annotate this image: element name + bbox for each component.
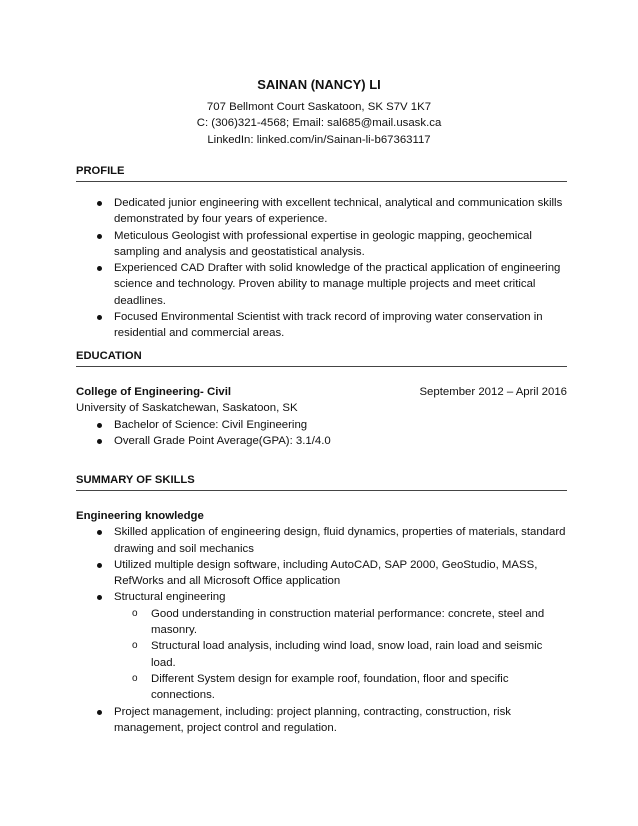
structural-sublist — [114, 606, 567, 704]
sub-skill-item: o Structural load analysis, including wind load, snow load, rain load and seismic load. — [76, 638, 567, 671]
education-row — [76, 384, 567, 400]
skill-item: Project management, including: project planning, contracting, construction, risk management, project control and regulation. — [76, 704, 567, 737]
gpa-item: Overall Grade Point Average(GPA): 3.1/4.0 — [76, 433, 567, 449]
address: 707 Bellmont Court Saskatoon, SK S7V 1K7 — [206, 101, 432, 113]
sub-skill-item: o Different System design for example roof, foundation, floor and specific connections. — [76, 671, 567, 704]
skill-item-label: Structural engineering — [114, 591, 226, 604]
skills-section — [76, 473, 567, 736]
education-heading: EDUCATION — [76, 349, 567, 367]
skill-item-structural — [76, 589, 567, 703]
sub-skill-item: o Good understanding in construction material performance: concrete, steel and masonry. — [76, 606, 567, 639]
degree-item: Bachelor of Science: Civil Engineering — [76, 417, 567, 433]
profile-item: Meticulous Geologist with professional expertise in geologic mapping, geochemical sampling and analysis and geostatistical analysis. — [76, 228, 567, 261]
resume-header — [0, 76, 638, 148]
skills-heading: SUMMARY OF SKILLS — [76, 473, 567, 491]
college-name: College of Engineering- Civil — [76, 386, 232, 398]
candidate-name: SAINAN (NANCY) LI — [257, 77, 381, 92]
linkedin-url: LinkedIn: linked.com/in/Sainan-li-b67363117 — [207, 133, 431, 146]
profile-item: Focused Environmental Scientist with track record of improving water conservation in residential and commercial areas. — [76, 309, 567, 342]
education-section — [76, 349, 567, 449]
profile-list — [76, 195, 567, 342]
skill-item: Utilized multiple design software, including AutoCAD, SAP 2000, GeoStudio, MASS, RefWorks and all Microsoft Office application — [76, 557, 567, 590]
profile-heading: PROFILE — [76, 164, 567, 182]
profile-item: Experienced CAD Drafter with solid knowledge of the practical application of engineering science and technology. Proven ability to manage multiple projects and meet critical deadlines. — [76, 260, 567, 309]
profile-section — [76, 164, 567, 342]
contact-info: C: (306)321-4568; Email: sal685@mail.usask.ca — [196, 117, 442, 130]
skill-item: Skilled application of engineering design, fluid dynamics, properties of materials, standard drawing and soil mechanics — [76, 524, 567, 557]
profile-item: Dedicated junior engineering with excellent technical, analytical and communication skills demonstrated by four years of experience. — [76, 195, 567, 228]
university-name: University of Saskatchewan, Saskatoon, SK — [76, 402, 298, 415]
education-dates: September 2012 – April 2016 — [419, 386, 567, 398]
skills-list — [76, 524, 567, 736]
skills-subtitle: Engineering knowledge — [76, 510, 204, 522]
education-list — [76, 417, 567, 450]
